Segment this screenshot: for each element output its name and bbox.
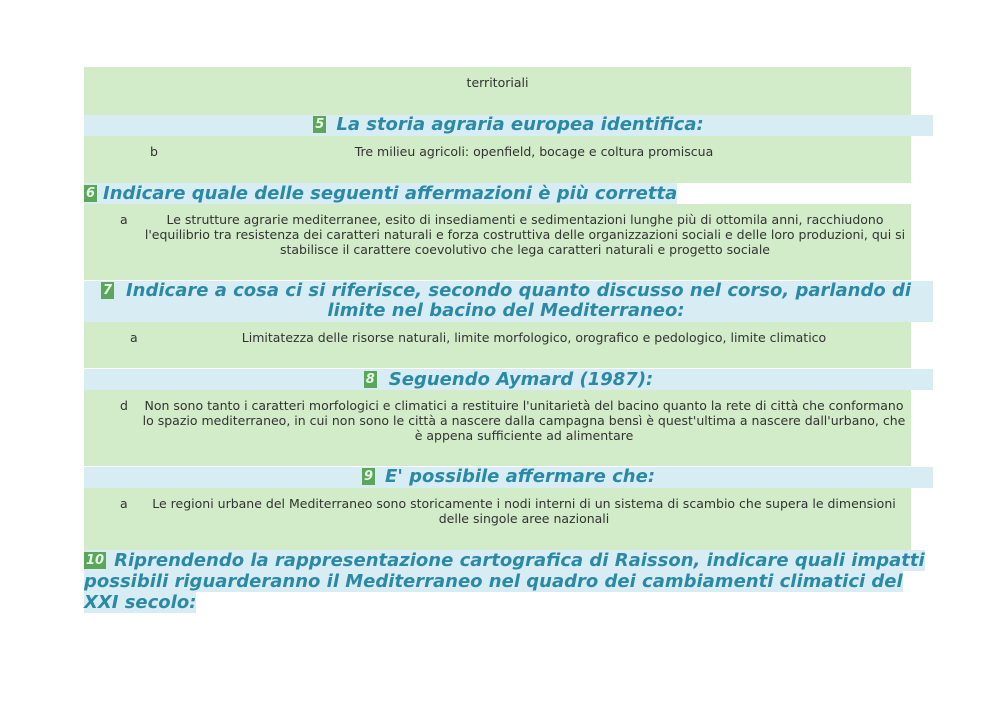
question-text: Indicare quale delle seguenti affermazioni è più corretta xyxy=(103,183,678,204)
question-number-badge: 9 xyxy=(363,469,374,484)
answer-text: territoriali xyxy=(466,75,529,90)
question-number-badge: 10 xyxy=(86,553,105,568)
answer-text: Tre milieu agricoli: openfield, bocage e coltura promiscua xyxy=(354,144,714,159)
question-text: Seguendo Aymard (1987): xyxy=(388,369,654,390)
question-title-7 xyxy=(100,281,912,321)
question-text: Indicare a cosa ci si riferisce, secondo quanto discusso nel corso, parlando di limite nel bacino del Mediterraneo: xyxy=(125,280,912,321)
answer-letter: a xyxy=(120,496,128,511)
question-number-badge: 6 xyxy=(86,186,96,201)
answer-letter: a xyxy=(130,330,138,345)
question-text: E' possibile affermare che: xyxy=(385,466,656,487)
question-text-line-3: XXI secolo: xyxy=(84,592,197,613)
answer-text: Limitatezza delle risorse naturali, limite morfologico, orografico e pedologico, limite climatico xyxy=(241,330,827,345)
answer-text: Le strutture agrarie mediterranee, esito di insediamenti e sedimentazioni lunghe più di ottomila anni, racchiudono l'equilibrio tra resistenza dei caratteri naturali e forza costruttiva delle organizzazioni sociali e delle loro produzioni, qui si stabilisce il carattere coevolutivo che lega caratteri naturali e progetto sociale xyxy=(144,212,906,257)
answer-block-9 xyxy=(84,488,911,550)
answer-block-6 xyxy=(84,204,911,280)
question-title-6 xyxy=(84,184,677,204)
answer-text: Le regioni urbane del Mediterraneo sono storicamente i nodi interni di un sistema di scambio che supera le dimensioni delle singole aree nazionali xyxy=(152,496,896,526)
question-text-line-2: possibili riguarderanno il Mediterraneo nel quadro dei cambiamenti climatici del xyxy=(84,571,903,592)
question-title-8 xyxy=(84,370,933,390)
answer-block-4 xyxy=(84,67,911,115)
question-number-badge: 7 xyxy=(102,283,112,298)
answer-letter: b xyxy=(150,144,158,159)
answer-block-8 xyxy=(84,390,911,466)
question-text-line-1: Riprendendo la rappresentazione cartografica di Raisson, indicare quali impatti xyxy=(114,550,925,571)
question-number-badge: 8 xyxy=(365,372,375,387)
answer-letter: a xyxy=(120,212,128,227)
question-text: La storia agraria europea identifica: xyxy=(336,114,704,135)
question-title-10 xyxy=(84,550,934,613)
answer-block-5 xyxy=(84,136,911,183)
answer-block-7 xyxy=(84,322,911,368)
question-number-badge: 5 xyxy=(315,117,325,132)
answer-text: Non sono tanto i caratteri morfologici e climatici a restituire l'unitarietà del bacino quanto la rete di città che conformano lo spazio mediterraneo, in cui non sono le città a nascere dalla campagna bensì è quest'ultima a nascere dall'urbano, che è appena sufficiente ad alimentare xyxy=(142,398,906,443)
question-title-9 xyxy=(84,467,933,487)
answer-letter: d xyxy=(120,398,128,413)
question-title-5 xyxy=(84,115,933,135)
